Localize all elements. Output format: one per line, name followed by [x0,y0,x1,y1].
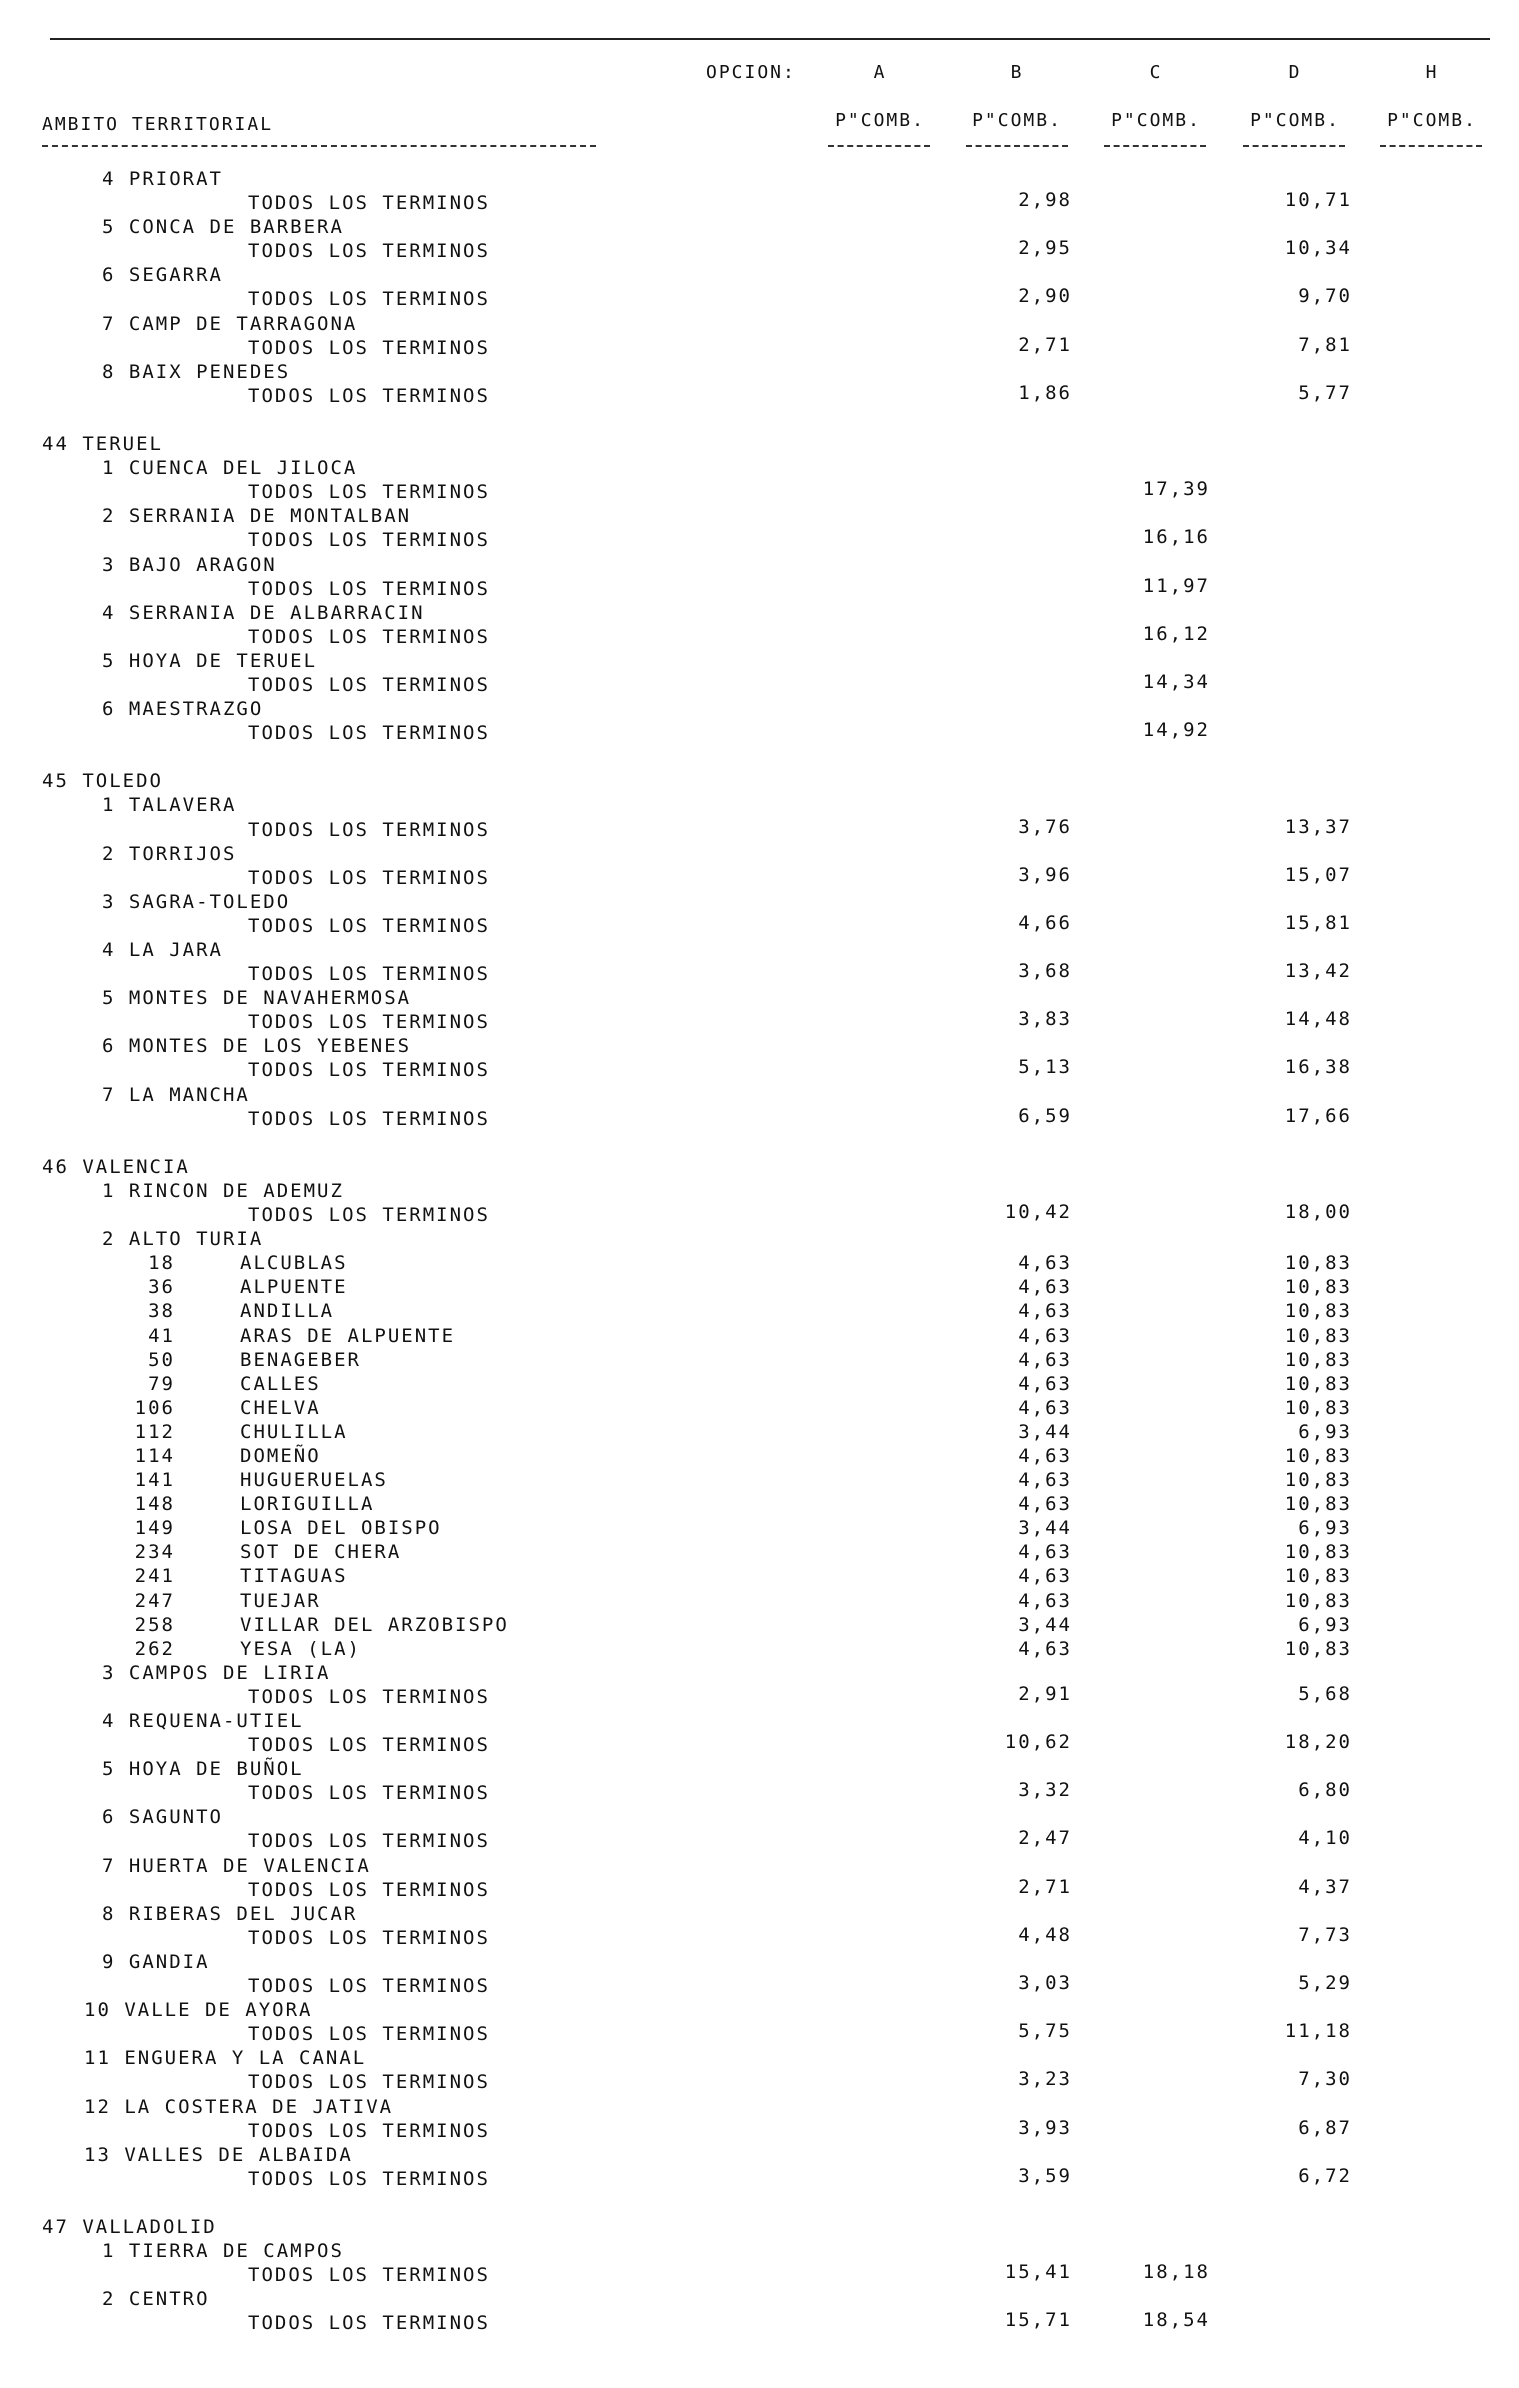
all-terms-label: TODOS LOS TERMINOS [248,1059,490,1082]
municipality-row [0,1373,1519,1397]
value-col-d: 14,48 [1284,1008,1352,1031]
value-col-d: 18,00 [1284,1201,1352,1224]
value-col-d: 10,83 [1284,1324,1352,1347]
comarca-label: 5 HOYA DE TERUEL [102,649,318,672]
comarca-label: 10 VALLE DE AYORA [84,1999,313,2022]
province-label: 44 TERUEL [42,433,163,456]
value-col-b: 2,95 [1018,237,1072,260]
value-col-b: 2,91 [1018,1682,1072,1705]
value-col-c: 16,12 [1142,622,1210,645]
value-col-b: 4,63 [1018,1637,1072,1660]
province-label: 46 VALENCIA [42,1155,190,1178]
value-col-d: 5,77 [1298,381,1352,404]
municipality-row [0,1638,1519,1662]
comarca-label: 2 TORRIJOS [102,842,237,865]
value-col-d: 6,93 [1298,1517,1352,1540]
province-row [0,433,1519,457]
column-a-subheader: P"COMB. [835,110,925,131]
value-col-d: 6,87 [1298,2116,1352,2139]
comarca-label: 3 BAJO ARAGON [102,553,277,576]
all-terms-label: TODOS LOS TERMINOS [248,914,490,937]
value-col-d: 4,37 [1298,1875,1352,1898]
value-col-d: 6,80 [1298,1779,1352,1802]
value-col-b: 3,23 [1018,2068,1072,2091]
comarca-row [0,505,1519,529]
municipality-name: ARAS DE ALPUENTE [240,1324,456,1347]
all-terms-row [0,960,1519,987]
ambito-territorial-label: AMBITO TERRITORIAL [42,114,274,135]
value-col-c: 18,54 [1142,2309,1210,2332]
value-col-d: 10,83 [1284,1469,1352,1492]
value-col-d: 10,83 [1284,1372,1352,1395]
value-col-b: 3,44 [1018,1613,1072,1636]
municipality-row [0,1300,1519,1324]
municipality-code: 148 [134,1493,175,1516]
column-b-letter: B [1010,62,1024,83]
all-terms-label: TODOS LOS TERMINOS [248,1878,490,1901]
value-col-b: 4,63 [1018,1348,1072,1371]
value-col-b: 5,75 [1018,2020,1072,2043]
municipality-row [0,1325,1519,1349]
municipality-code: 241 [134,1565,175,1588]
value-col-d: 7,73 [1298,1923,1352,1946]
all-terms-row [0,1875,1519,1903]
all-terms-label: TODOS LOS TERMINOS [248,2071,490,2094]
all-terms-label: TODOS LOS TERMINOS [248,963,490,986]
municipality-row [0,1493,1519,1517]
comarca-label: 9 GANDIA [102,1950,210,1973]
comarca-row [0,698,1519,722]
value-col-b: 10,62 [1004,1731,1072,1754]
comarca-label: 6 SEGARRA [102,264,223,287]
province-label: 45 TOLEDO [42,770,163,793]
column-a-letter: A [873,62,887,83]
value-col-b: 5,13 [1018,1056,1072,1079]
value-col-b: 3,44 [1018,1517,1072,1540]
all-terms-row [0,381,1519,409]
value-col-b: 2,47 [1018,1827,1072,1850]
all-terms-label: TODOS LOS TERMINOS [248,529,490,552]
all-terms-row [0,478,1519,505]
column-b-underline [966,145,1068,147]
all-terms-row [0,670,1519,698]
all-terms-row [0,2116,1519,2144]
all-terms-row [0,2164,1519,2192]
all-terms-row [0,2261,1519,2288]
all-terms-label: TODOS LOS TERMINOS [248,577,490,600]
municipality-name: CALLES [240,1372,321,1395]
all-terms-label: TODOS LOS TERMINOS [248,673,490,696]
all-terms-row [0,285,1519,312]
all-terms-label: TODOS LOS TERMINOS [248,2312,490,2335]
value-col-b: 3,76 [1018,815,1072,838]
municipality-name: TUEJAR [240,1589,321,1612]
all-terms-label: TODOS LOS TERMINOS [248,1926,490,1949]
comarca-label: 11 ENGUERA Y LA CANAL [84,2047,367,2070]
value-col-b: 10,42 [1004,1201,1072,1224]
value-col-d: 10,83 [1284,1637,1352,1660]
value-col-c: 14,92 [1142,719,1210,742]
all-terms-label: TODOS LOS TERMINOS [248,1685,490,1708]
all-terms-label: TODOS LOS TERMINOS [248,336,490,359]
municipality-name: HUGUERUELAS [240,1469,388,1492]
all-terms-row [0,574,1519,602]
all-terms-row [0,1104,1519,1132]
opcion-label: OPCION: [706,62,796,83]
all-terms-label: TODOS LOS TERMINOS [248,481,490,504]
all-terms-label: TODOS LOS TERMINOS [248,2023,490,2046]
value-col-b: 4,63 [1018,1252,1072,1275]
column-c-letter: C [1149,62,1163,83]
all-terms-label: TODOS LOS TERMINOS [248,2167,490,2190]
comarca-row [0,2240,1519,2264]
column-h-subheader: P"COMB. [1387,110,1477,131]
comarca-label: 5 CONCA DE BARBERA [102,216,344,239]
value-col-b: 2,98 [1018,189,1072,212]
column-d-underline [1243,145,1345,147]
all-terms-label: TODOS LOS TERMINOS [248,384,490,407]
all-terms-label: TODOS LOS TERMINOS [248,1204,490,1227]
value-col-d: 16,38 [1284,1056,1352,1079]
all-terms-row [0,2309,1519,2336]
municipality-name: CHELVA [240,1396,321,1419]
value-col-b: 4,66 [1018,911,1072,934]
value-col-b: 3,83 [1018,1008,1072,1031]
all-terms-label: TODOS LOS TERMINOS [248,1782,490,1805]
spacer-row [0,746,1519,770]
municipality-code: 149 [134,1517,175,1540]
value-col-b: 4,63 [1018,1324,1072,1347]
value-col-c: 14,34 [1142,670,1210,693]
comarca-label: 12 LA COSTERA DE JATIVA [84,2095,394,2118]
value-col-b: 3,59 [1018,2164,1072,2187]
all-terms-label: TODOS LOS TERMINOS [248,192,490,215]
value-col-b: 2,90 [1018,285,1072,308]
municipality-row [0,1349,1519,1373]
municipality-name: DOMEÑO [240,1444,321,1467]
municipality-row [0,1421,1519,1445]
municipality-name: ALPUENTE [240,1276,348,1299]
value-col-d: 13,37 [1284,815,1352,838]
territorial-table [0,168,1519,2336]
comarca-label: 4 PRIORAT [102,168,223,190]
all-terms-row [0,863,1519,891]
municipality-code: 112 [134,1420,175,1443]
value-col-d: 15,07 [1284,863,1352,886]
column-c-underline [1104,145,1206,147]
column-b-subheader: P"COMB. [972,110,1062,131]
comarca-label: 4 REQUENA-UTIEL [102,1710,304,1732]
comarca-row [0,457,1519,481]
value-col-b: 4,63 [1018,1493,1072,1516]
municipality-name: LORIGUILLA [240,1493,375,1516]
comarca-label: 1 RINCON DE ADEMUZ [102,1179,344,1202]
municipality-name: CHULILLA [240,1420,348,1443]
value-col-b: 15,41 [1004,2261,1072,2284]
municipality-code: 36 [148,1276,175,1299]
comarca-label: 2 CENTRO [102,2288,210,2311]
value-col-b: 4,63 [1018,1276,1072,1299]
comarca-label: 1 CUENCA DEL JILOCA [102,457,358,480]
municipality-row [0,1276,1519,1300]
comarca-label: 7 CAMP DE TARRAGONA [102,312,358,335]
value-col-d: 10,83 [1284,1565,1352,1588]
comarca-row [0,1228,1519,1252]
comarca-label: 13 VALLES DE ALBAIDA [84,2143,353,2166]
comarca-label: 5 HOYA DE BUÑOL [102,1758,304,1781]
value-col-b: 1,86 [1018,381,1072,404]
comarca-label: 2 ALTO TURIA [102,1228,264,1251]
province-row [0,1156,1519,1180]
value-col-d: 4,10 [1298,1827,1352,1850]
value-col-d: 5,29 [1298,1972,1352,1995]
municipality-code: 234 [134,1541,175,1564]
municipality-row [0,1565,1519,1589]
top-rule [50,38,1490,40]
ambito-underline [42,145,596,147]
value-col-b: 3,68 [1018,960,1072,983]
all-terms-label: TODOS LOS TERMINOS [248,288,490,311]
municipality-name: ALCUBLAS [240,1252,348,1275]
value-col-d: 10,83 [1284,1589,1352,1612]
comarca-label: 5 MONTES DE NAVAHERMOSA [102,987,412,1010]
all-terms-row [0,1056,1519,1083]
value-col-c: 11,97 [1142,574,1210,597]
all-terms-row [0,333,1519,361]
municipality-name: TITAGUAS [240,1565,348,1588]
comarca-label: 2 SERRANIA DE MONTALBAN [102,505,412,528]
comarca-label: 3 CAMPOS DE LIRIA [102,1661,331,1684]
municipality-row [0,1590,1519,1614]
all-terms-label: TODOS LOS TERMINOS [248,2264,490,2287]
value-col-d: 15,81 [1284,911,1352,934]
province-label: 47 VALLADOLID [42,2215,217,2238]
comarca-row [0,602,1519,626]
comarca-label: 1 TIERRA DE CAMPOS [102,2240,344,2263]
municipality-row [0,1252,1519,1276]
value-col-d: 10,83 [1284,1348,1352,1371]
municipality-row [0,1397,1519,1421]
value-col-d: 10,83 [1284,1396,1352,1419]
municipality-row [0,1614,1519,1638]
all-terms-label: TODOS LOS TERMINOS [248,818,490,841]
all-terms-row [0,719,1519,746]
province-row [0,2216,1519,2240]
municipality-code: 258 [134,1613,175,1636]
value-col-b: 6,59 [1018,1104,1072,1127]
value-col-d: 17,66 [1284,1104,1352,1127]
comarca-label: 7 LA MANCHA [102,1083,250,1106]
municipality-code: 141 [134,1469,175,1492]
value-col-b: 4,63 [1018,1541,1072,1564]
value-col-d: 10,71 [1284,189,1352,212]
all-terms-label: TODOS LOS TERMINOS [248,1734,490,1757]
municipality-code: 79 [148,1372,175,1395]
value-col-d: 10,83 [1284,1252,1352,1275]
column-d-letter: D [1288,62,1302,83]
value-col-b: 4,48 [1018,1923,1072,1946]
municipality-name: LOSA DEL OBISPO [240,1517,442,1540]
all-terms-row [0,815,1519,843]
comarca-row [0,2288,1519,2312]
municipality-name: BENAGEBER [240,1348,361,1371]
comarca-label: 6 SAGUNTO [102,1806,223,1829]
all-terms-row [0,1201,1519,1228]
value-col-b: 4,63 [1018,1444,1072,1467]
municipality-name: YESA (LA) [240,1637,361,1660]
value-col-d: 10,83 [1284,1493,1352,1516]
column-h-underline [1380,145,1482,147]
all-terms-row [0,622,1519,650]
municipality-row [0,1445,1519,1469]
municipality-code: 247 [134,1589,175,1612]
value-col-d: 9,70 [1298,285,1352,308]
spacer-row [0,2192,1519,2216]
column-c-subheader: P"COMB. [1111,110,1201,131]
value-col-b: 4,63 [1018,1300,1072,1323]
value-col-d: 6,93 [1298,1613,1352,1636]
all-terms-label: TODOS LOS TERMINOS [248,1107,490,1130]
all-terms-label: TODOS LOS TERMINOS [248,1011,490,1034]
value-col-d: 18,20 [1284,1731,1352,1754]
value-col-d: 11,18 [1284,2020,1352,2043]
municipality-code: 50 [148,1348,175,1371]
comarca-row [0,554,1519,578]
value-col-b: 3,32 [1018,1779,1072,1802]
value-col-b: 3,96 [1018,863,1072,886]
value-col-b: 4,63 [1018,1589,1072,1612]
all-terms-label: TODOS LOS TERMINOS [248,240,490,263]
all-terms-label: TODOS LOS TERMINOS [248,2119,490,2142]
all-terms-row [0,1972,1519,1999]
comarca-label: 7 HUERTA DE VALENCIA [102,1854,371,1877]
value-col-c: 16,16 [1142,526,1210,549]
all-terms-row [0,1682,1519,1710]
value-col-b: 4,63 [1018,1469,1072,1492]
column-a-underline [828,145,930,147]
comarca-row [0,650,1519,674]
municipality-code: 38 [148,1300,175,1323]
value-col-d: 10,83 [1284,1276,1352,1299]
value-col-d: 7,30 [1298,2068,1352,2091]
municipality-code: 106 [134,1396,175,1419]
all-terms-row [0,2020,1519,2047]
value-col-d: 6,93 [1298,1420,1352,1443]
value-col-b: 3,44 [1018,1420,1072,1443]
comarca-label: 8 BAIX PENEDES [102,360,291,383]
value-col-c: 18,18 [1142,2261,1210,2284]
municipality-row [0,1517,1519,1541]
all-terms-label: TODOS LOS TERMINOS [248,1975,490,1998]
value-col-c: 17,39 [1142,478,1210,501]
comarca-label: 4 SERRANIA DE ALBARRACIN [102,601,425,624]
all-terms-label: TODOS LOS TERMINOS [248,722,490,745]
comarca-label: 6 MAESTRAZGO [102,698,264,721]
all-terms-row [0,1008,1519,1035]
all-terms-row [0,189,1519,216]
spacer-row [0,1132,1519,1156]
municipality-code: 41 [148,1324,175,1347]
municipality-name: VILLAR DEL ARZOBISPO [240,1613,509,1636]
comarca-label: 3 SAGRA-TOLEDO [102,890,291,913]
municipality-name: ANDILLA [240,1300,335,1323]
column-h-letter: H [1425,62,1439,83]
all-terms-row [0,911,1519,939]
spacer-row [0,409,1519,433]
all-terms-row [0,1731,1519,1758]
comarca-label: 8 RIBERAS DEL JUCAR [102,1902,358,1925]
comarca-label: 4 LA JARA [102,939,223,961]
value-col-b: 4,63 [1018,1565,1072,1588]
all-terms-row [0,526,1519,553]
value-col-b: 4,63 [1018,1372,1072,1395]
municipality-row [0,1541,1519,1565]
all-terms-label: TODOS LOS TERMINOS [248,866,490,889]
municipality-row [0,1469,1519,1493]
value-col-d: 6,72 [1298,2164,1352,2187]
value-col-d: 10,83 [1284,1444,1352,1467]
all-terms-label: TODOS LOS TERMINOS [248,625,490,648]
all-terms-row [0,1923,1519,1951]
value-col-d: 5,68 [1298,1682,1352,1705]
value-col-d: 10,83 [1284,1300,1352,1323]
comarca-label: 1 TALAVERA [102,794,237,817]
value-col-d: 13,42 [1284,960,1352,983]
all-terms-row [0,1779,1519,1806]
value-col-b: 4,63 [1018,1396,1072,1419]
column-d-subheader: P"COMB. [1250,110,1340,131]
province-row [0,770,1519,794]
value-col-d: 10,83 [1284,1541,1352,1564]
municipality-code: 262 [134,1637,175,1660]
all-terms-row [0,1827,1519,1854]
all-terms-row [0,237,1519,264]
value-col-b: 2,71 [1018,1875,1072,1898]
all-terms-label: TODOS LOS TERMINOS [248,1830,490,1853]
value-col-b: 3,03 [1018,1972,1072,1995]
value-col-b: 2,71 [1018,333,1072,356]
value-col-b: 3,93 [1018,2116,1072,2139]
comarca-label: 6 MONTES DE LOS YEBENES [102,1035,412,1058]
value-col-d: 7,81 [1298,333,1352,356]
all-terms-row [0,2068,1519,2095]
municipality-code: 114 [134,1444,175,1467]
value-col-d: 10,34 [1284,237,1352,260]
value-col-b: 15,71 [1004,2309,1072,2332]
municipality-code: 18 [148,1252,175,1275]
municipality-name: SOT DE CHERA [240,1541,402,1564]
